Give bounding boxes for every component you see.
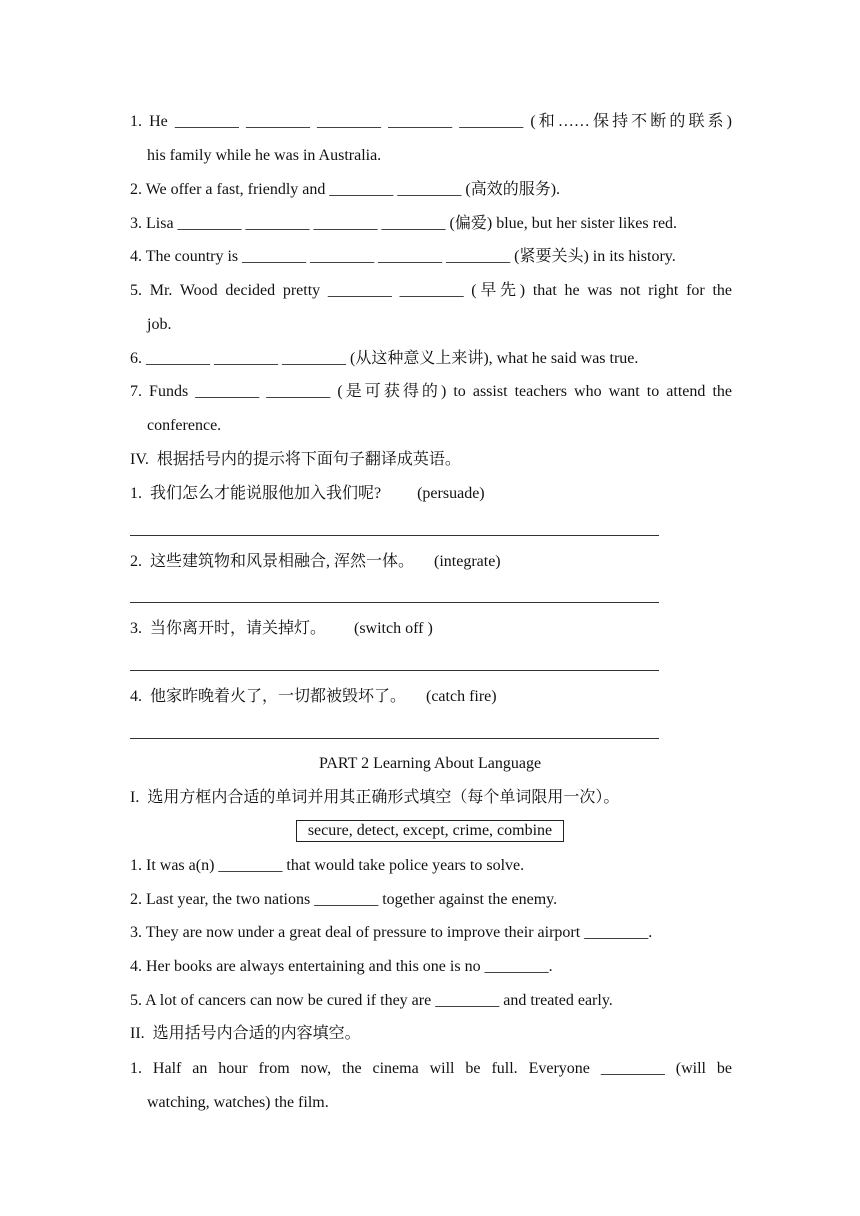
part2-section-i-heading: I. 选用方框内合适的单词并用其正确形式填空（每个单词限用一次）。 (130, 789, 620, 806)
line-q1-b: his family while he was in Australia. (147, 147, 382, 164)
section-iv-heading: IV. 根据括号内的提示将下面句子翻译成英语。 (130, 451, 461, 468)
line-q3: 3. Lisa ________ ________ ________ ________ (偏爱) blue, but her sister likes red. (130, 215, 678, 232)
line-q5-b: job. (147, 316, 172, 333)
translate-q1: 1. 我们怎么才能说服他加入我们呢? (persuade) (130, 485, 485, 502)
translate-q3: 3. 当你离开时，请关掉灯。 (switch off ) (130, 620, 433, 637)
answer-line-4[interactable] (130, 738, 659, 739)
p2-q1: 1. It was a(n) ________ that would take police years to solve. (130, 857, 525, 874)
translate-q2: 2. 这些建筑物和风景相融合, 浑然一体。 (integrate) (130, 553, 501, 570)
part2-title: PART 2 Learning About Language (318, 755, 542, 772)
line-q2: 2. We offer a fast, friendly and ________ ________ (高效的服务). (130, 181, 561, 198)
line-q5-a: 5. Mr. Wood decided pretty ________ ________ (早先) that he was not right for the (130, 282, 732, 299)
p2-q3: 3. They are now under a great deal of pressure to improve their airport ________. (130, 924, 653, 941)
word-box: secure, detect, except, crime, combine (296, 820, 564, 842)
answer-line-2[interactable] (130, 602, 659, 603)
s2-q1-b: watching, watches) the film. (147, 1094, 329, 1111)
line-q7-b: conference. (147, 417, 222, 434)
p2-q5: 5. A lot of cancers can now be cured if they are ________ and treated early. (130, 992, 613, 1009)
s2-q1-a: 1. Half an hour from now, the cinema will be full. Everyone ________ (will be (130, 1060, 732, 1077)
line-q7-a: 7. Funds ________ ________ (是可获得的) to assist teachers who want to attend the (130, 383, 732, 400)
line-q6: 6. ________ ________ ________ (从这种意义上来讲), what he said was true. (130, 350, 639, 367)
line-q1-a: 1. He ________ ________ ________ ________ ________ (和……保持不断的联系) (130, 113, 732, 130)
translate-q4: 4. 他家昨晚着火了，一切都被毁坏了。 (catch fire) (130, 688, 497, 705)
part2-section-ii-heading: II. 选用括号内合适的内容填空。 (130, 1025, 361, 1042)
p2-q4: 4. Her books are always entertaining and this one is no ________. (130, 958, 553, 975)
answer-line-3[interactable] (130, 670, 659, 671)
p2-q2: 2. Last year, the two nations ________ together against the enemy. (130, 891, 558, 908)
line-q4: 4. The country is ________ ________ ________ ________ (紧要关头) in its history. (130, 248, 676, 265)
answer-line-1[interactable] (130, 535, 659, 536)
